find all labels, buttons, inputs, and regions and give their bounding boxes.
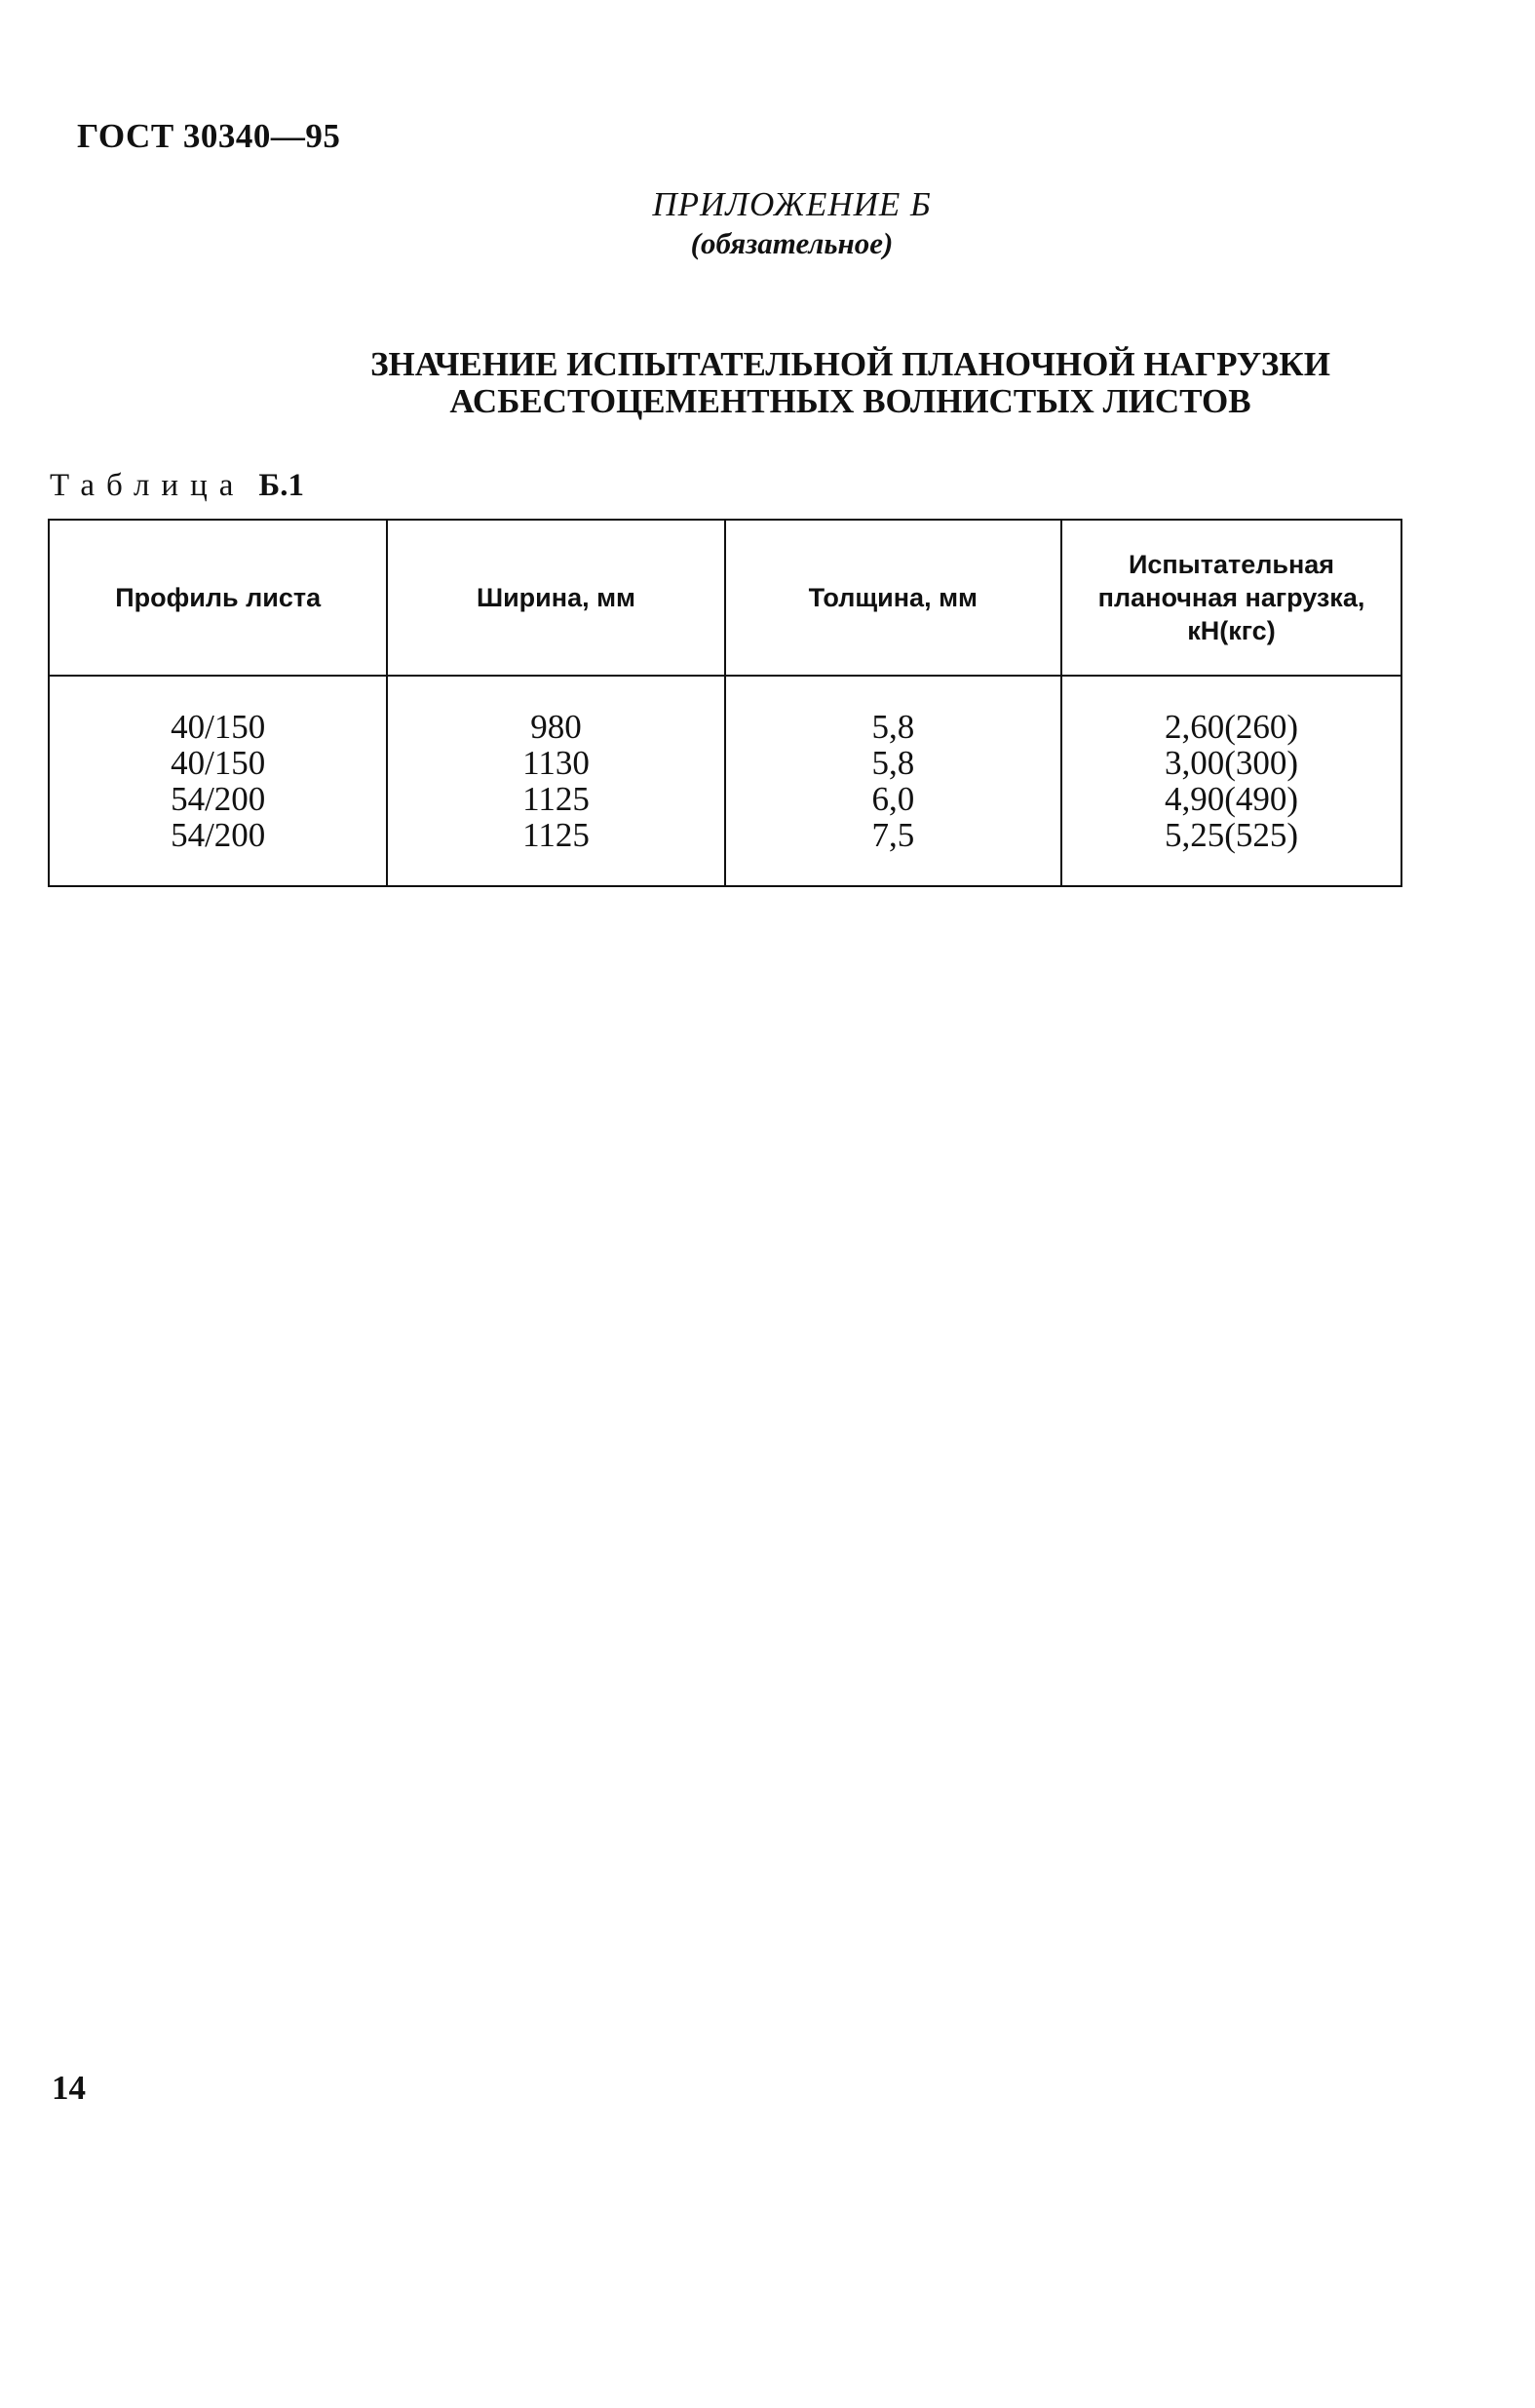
- page-title: [0, 346, 1535, 420]
- page-number: 14: [52, 2069, 86, 2107]
- appendix-heading: [0, 185, 1535, 261]
- column-header-width: [387, 520, 724, 676]
- column-header-text: Профиль листа: [115, 583, 322, 612]
- table-row: [49, 745, 1401, 781]
- table-caption: [50, 468, 304, 504]
- cell-width: 1125: [387, 781, 724, 817]
- cell-thickness: 6,0: [725, 781, 1061, 817]
- column-header-text: кН(кгс): [1187, 616, 1276, 645]
- cell-thickness: 5,8: [725, 745, 1061, 781]
- column-header-thickness: [725, 520, 1061, 676]
- cell-profile: 54/200: [49, 781, 387, 817]
- cell-width: 1125: [387, 817, 724, 886]
- cell-profile: 40/150: [49, 676, 387, 745]
- appendix-title: ПРИЛОЖЕНИЕ Б: [652, 185, 932, 223]
- column-header-profile: [49, 520, 387, 676]
- load-values-table: [48, 519, 1402, 887]
- cell-profile: 54/200: [49, 817, 387, 886]
- column-header-test-load: [1061, 520, 1401, 676]
- column-header-text: Испытательная: [1128, 550, 1335, 579]
- table-header-row: [49, 520, 1401, 676]
- document-code: ГОСТ 30340—95: [77, 117, 341, 155]
- table-caption-word: Таблица: [50, 468, 246, 503]
- cell-test-load: 5,25(525): [1061, 817, 1401, 886]
- cell-thickness: 5,8: [725, 676, 1061, 745]
- cell-profile: 40/150: [49, 745, 387, 781]
- table-row: [49, 676, 1401, 745]
- column-header-text: Ширина, мм: [476, 583, 636, 612]
- appendix-status: (обязательное): [690, 226, 894, 260]
- cell-test-load: 2,60(260): [1061, 676, 1401, 745]
- cell-test-load: 3,00(300): [1061, 745, 1401, 781]
- column-header-text: Толщина, мм: [808, 583, 979, 612]
- table-row: [49, 817, 1401, 886]
- cell-test-load: 4,90(490): [1061, 781, 1401, 817]
- cell-width: 1130: [387, 745, 724, 781]
- page-title-line-2: АСБЕСТОЦЕМЕНТНЫХ ВОЛНИСТЫХ ЛИСТОВ: [449, 382, 1251, 420]
- column-header-text: планочная нагрузка,: [1097, 583, 1365, 612]
- cell-thickness: 7,5: [725, 817, 1061, 886]
- table-row: [49, 781, 1401, 817]
- table-caption-number: Б.1: [258, 468, 304, 503]
- page-title-line-1: ЗНАЧЕНИЕ ИСПЫТАТЕЛЬНОЙ ПЛАНОЧНОЙ НАГРУЗКИ: [370, 345, 1330, 383]
- cell-width: 980: [387, 676, 724, 745]
